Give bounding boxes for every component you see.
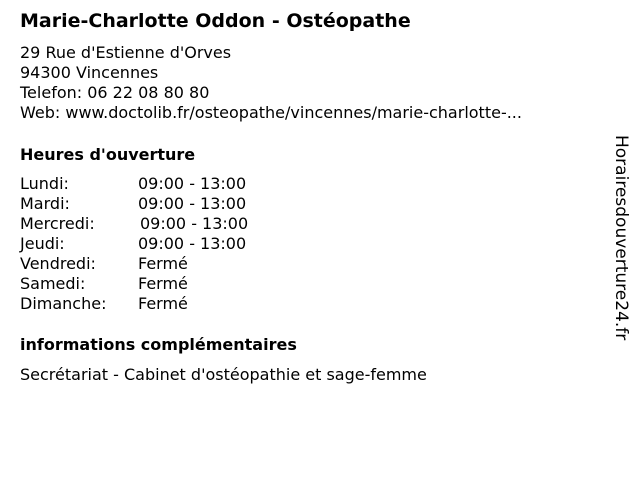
hours-row-tuesday: [20, 194, 320, 214]
additional-info-heading: informations complémentaires: [20, 335, 297, 354]
day-label: Vendredi:: [20, 254, 96, 273]
time-value: Fermé: [138, 254, 188, 273]
additional-info-text: Secrétariat - Cabinet d'ostéopathie et sage-femme: [20, 365, 427, 384]
day-label: Mercredi:: [20, 214, 95, 233]
day-label: Dimanche:: [20, 294, 107, 313]
business-title: Marie-Charlotte Oddon - Ostéopathe: [20, 10, 411, 32]
hours-row-monday: [20, 174, 320, 194]
hours-row-thursday: [20, 234, 320, 254]
site-watermark: Horairesdouverture24.fr: [611, 135, 631, 341]
day-label: Mardi:: [20, 194, 70, 213]
day-label: Lundi:: [20, 174, 69, 193]
time-value: 09:00 - 13:00: [138, 174, 247, 193]
day-label: Samedi:: [20, 274, 86, 293]
website-link[interactable]: Web: www.doctolib.fr/osteopathe/vincennes/marie-charlotte-...: [20, 103, 522, 122]
hours-row-sunday: [20, 294, 320, 314]
time-value: 09:00 - 13:00: [140, 214, 249, 233]
time-value: Fermé: [138, 274, 188, 293]
hours-row-wednesday: [20, 214, 320, 234]
hours-row-friday: [20, 254, 320, 274]
time-value: 09:00 - 13:00: [138, 194, 247, 213]
phone-number: Telefon: 06 22 08 80 80: [20, 83, 210, 102]
time-value: Fermé: [138, 294, 188, 313]
hours-row-saturday: [20, 274, 320, 294]
city-address: 94300 Vincennes: [20, 63, 159, 82]
contact-info: [20, 43, 522, 123]
opening-hours-list: [20, 174, 320, 314]
time-value: 09:00 - 13:00: [138, 234, 247, 253]
opening-hours-heading: Heures d'ouverture: [20, 145, 196, 164]
day-label: Jeudi:: [20, 234, 65, 253]
street-address: 29 Rue d'Estienne d'Orves: [20, 43, 232, 62]
